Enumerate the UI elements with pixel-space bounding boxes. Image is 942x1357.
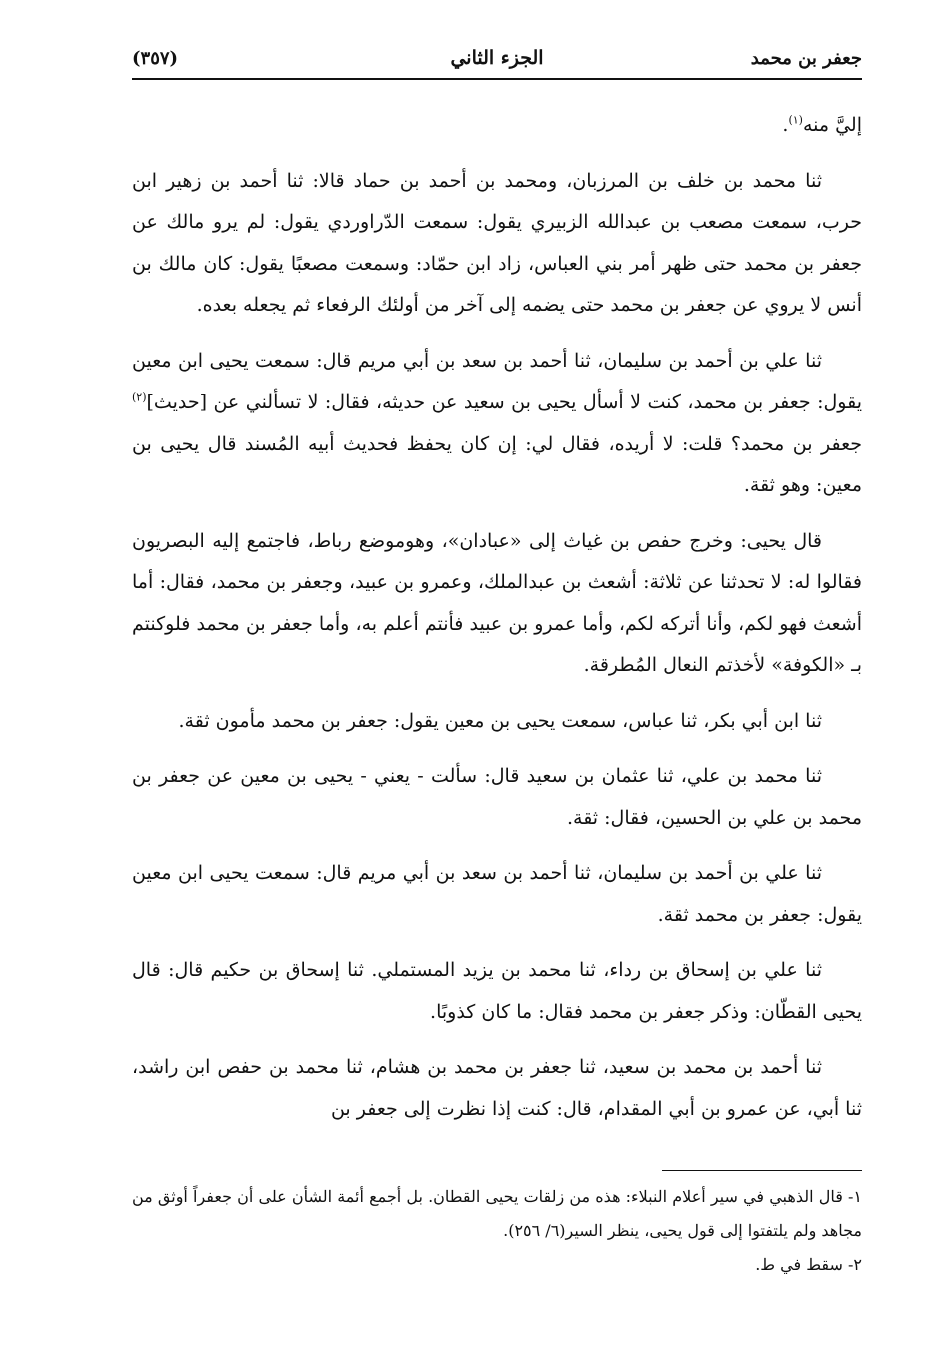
header-chapter-title: جعفر بن محمد <box>750 47 862 69</box>
main-text <box>132 105 862 1144</box>
footnote-1: ١- قال الذهبي في سير أعلام النبلاء: هذه من زلقات يحيى القطان. بل أجمع أئمة الشأن على أن جعفراً أوثق من مجاهد ولم يلتفتوا إلى قول يحيى، ينظر السير(٦/ ٢٥٦). <box>132 1187 862 1240</box>
paragraph-3 <box>132 341 862 507</box>
paragraph-4: قال يحيى: وخرج حفص بن غياث إلى «عبادان»، وهوموضع رباط، فاجتمع إليه البصريون فقالوا له: لا تحدثنا عن ثلاثة: أشعث بن عبدالملك، وعمرو بن عبيد، وجعفر بن محمد، فقال: أما أشعث فهو لكم، وأنا أتركه لكم، وأما عمرو بن عبيد فأنتم أعلم به، وأما جعفر بن محمد فلوكنتم بـ «الكوفة» لأخذتم النعال المُطرقة. <box>132 529 862 676</box>
header-volume-title: الجزء الثاني <box>450 47 544 69</box>
paragraph-8: ثنا علي بن إسحاق بن رداء، ثنا محمد بن يزيد المستملي. ثنا إسحاق بن حكيم قال: قال يحيى القطّان: وذكر جعفر بن محمد فقال: ما كان كذوبًا. <box>132 959 862 1023</box>
footnote-ref-2[interactable]: (٢) <box>132 390 147 404</box>
paragraph-1 <box>132 105 862 147</box>
footnote-divider <box>662 1170 862 1171</box>
footnote-ref-1[interactable]: (١) <box>788 113 803 127</box>
paragraph-9: ثنا أحمد بن محمد بن سعيد، ثنا جعفر بن محمد بن هشام، ثنا محمد بن حفص ابن راشد، ثنا أبي، عن عمرو بن أبي المقدام، قال: كنت إذا نظرت إلى جعفر بن <box>132 1056 862 1120</box>
paragraph-5: ثنا ابن أبي بكر، ثنا عباس، سمعت يحيى بن معين يقول: جعفر بن محمد مأمون ثقة. <box>178 709 822 732</box>
paragraph-text: إليَّ منه <box>802 114 862 136</box>
footnotes <box>132 1180 862 1282</box>
paragraph-text: ثنا علي بن أحمد بن سليمان، ثنا أحمد بن سعد بن أبي مريم قال: سمعت يحيى ابن معين يقول: جعفر بن محمد، كنت لا أسأل يحيى بن سعيد عن حديثه، فقال: لا تسألني عن [حديث] <box>132 349 862 413</box>
running-header <box>132 38 862 80</box>
footnote-2: ٢- سقط في ط. <box>755 1255 862 1274</box>
paragraph-2: ثنا محمد بن خلف بن المرزبان، ومحمد بن أحمد بن حماد قالا: ثنا أحمد بن زهير ابن حرب، سمعت مصعب بن عبدالله الزبيري يقول: سمعت الدّراوردي يقول: لم يرو مالك عن جعفر بن محمد حتى ظهر أمر بني العباس، زاد ابن حمّاد: وسمعت مصعبًا يقول: كان مالك بن أنس لا يروي عن جعفر بن محمد حتى يضمه إلى آخر من أولئك الرفعاء ثم يجعله بعده. <box>132 169 862 316</box>
page-number: (٣٥٧) <box>132 47 179 69</box>
paragraph-7: ثنا علي بن أحمد بن سليمان، ثنا أحمد بن سعد بن أبي مريم قال: سمعت يحيى ابن معين يقول: جعفر بن محمد ثقة. <box>132 862 862 926</box>
paragraph-6: ثنا محمد بن علي، ثنا عثمان بن سعيد قال: سألت - يعني - يحيى بن معين عن جعفر بن محمد بن علي بن الحسين، فقال: ثقة. <box>132 765 862 829</box>
paragraph-text: . <box>782 114 789 136</box>
paragraph-text: جعفر بن محمد؟ قلت: لا أريده، فقال لي: إن كان يحفظ فحديث أبيه المُسند قال يحيى بن معين: وهو ثقة. <box>132 432 862 496</box>
